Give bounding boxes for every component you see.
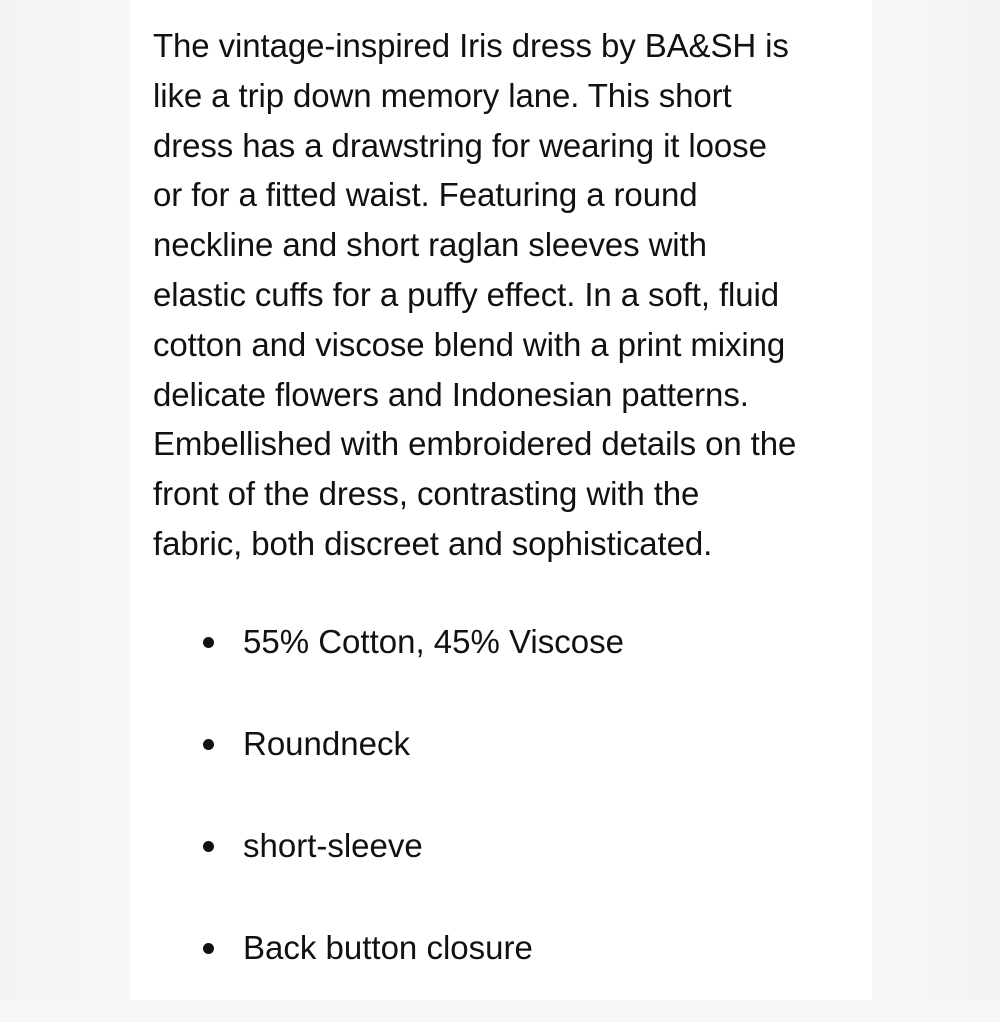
- feature-item: [130, 818, 872, 920]
- feature-text: Back button closure: [243, 929, 533, 966]
- feature-item: [130, 614, 872, 716]
- feature-list: [130, 614, 872, 1022]
- feature-text: 55% Cotton, 45% Viscose: [243, 623, 624, 660]
- description-line: fabric, both discreet and sophisticated.: [153, 524, 713, 562]
- feature-item: [130, 716, 872, 818]
- description-line: The vintage-inspired Iris dress by BA&SH is: [153, 27, 789, 64]
- description-line: delicate flowers and Indonesian patterns.: [153, 375, 749, 413]
- bullet-icon: [203, 739, 214, 750]
- feature-item: [130, 920, 872, 1022]
- left-margin-backdrop: [0, 0, 130, 1000]
- description-line: Embellished with embroidered details on the: [153, 425, 797, 463]
- product-description-card: [130, 0, 872, 1000]
- bullet-icon: [203, 637, 214, 648]
- description-line: elastic cuffs for a puffy effect. In a soft, fluid: [153, 275, 780, 313]
- description-line: or for a fitted waist. Featuring a round: [153, 176, 698, 214]
- description-line: like a trip down memory lane. This short: [153, 76, 732, 114]
- feature-text: short-sleeve: [243, 827, 423, 864]
- bullet-icon: [203, 841, 214, 852]
- description-line: front of the dress, contrasting with the: [153, 475, 700, 513]
- product-description: [153, 21, 868, 569]
- description-line: dress has a drawstring for wearing it loose: [153, 126, 767, 164]
- description-line: cotton and viscose blend with a print mixing: [153, 325, 786, 363]
- right-margin-backdrop: [872, 0, 1000, 1000]
- bullet-icon: [203, 943, 214, 954]
- feature-text: Roundneck: [243, 725, 410, 762]
- description-line: neckline and short raglan sleeves with: [153, 226, 707, 264]
